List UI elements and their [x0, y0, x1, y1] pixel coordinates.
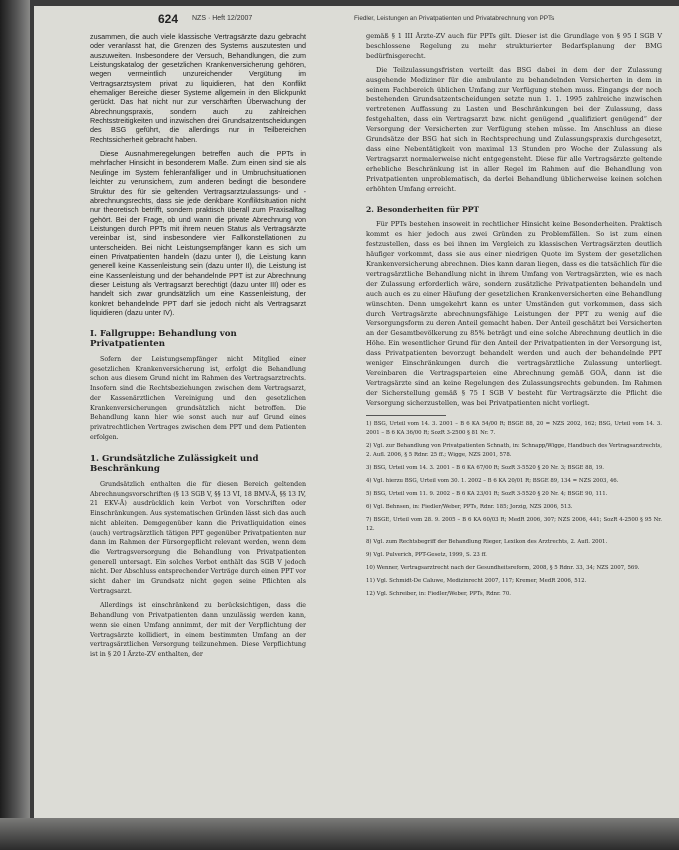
section-2-paragraph-2: Allerdings ist einschränkend zu berücksichtigen, dass die Behandlung von Privatpatienten dann unzulässig werden kann, wenn sie einen Umfang annimmt, der mit der Verpflichtung der Vertragsärzte kollidiert, in einem bestimmten Umfang an der vertragsärztlichen Versorgung teilzunehmen. Diese Verpflichtung ist in § 20 I Ärzte-ZV enthalten, der — [90, 602, 306, 658]
left-column — [90, 32, 306, 665]
footnotes — [366, 420, 662, 600]
section-heading-1: I. Fallgruppe: Behandlung von Privatpatienten — [90, 329, 237, 349]
footnote: 5) BSG, Urteil vom 11. 9. 2002 – B 6 KA 23/01 R; SozR 3-5520 § 20 Nr. 4; BSGE 90, 111. — [366, 490, 608, 497]
footnote: 4) Vgl. hierzu BSG, Urteil vom 30. 1. 2002 – B 6 KA 20/01 R; BSGE 89, 134 = NZS 2003, 46. — [366, 477, 619, 484]
footnote-divider — [366, 415, 446, 416]
footnote: 3) BSG, Urteil vom 14. 3. 2001 – B 6 KA 67/00 R; SozR 3-5520 § 20 Nr. 3; BSGE 88, 19. — [366, 464, 605, 471]
footnote: 9) Vgl. Pulverich, PPT-Gesetz, 1999, S. 23 ff. — [366, 552, 487, 559]
footnote: 6) Vgl. Behnsen, in: Fiedler/Weber, PPTs, Rdnr. 185; Jorzig, NZS 2006, 513. — [366, 503, 573, 510]
right-intro-paragraph: gemäß § 1 III Ärzte-ZV auch für PPTs gilt. Dieser ist die Grundlage von § 95 I SGB V beschlossene Regelung zu mehr strukturierter Bedarfsplanung der BMG bedürfnisgerecht. — [366, 32, 662, 60]
section-2-paragraph-1: Grundsätzlich enthalten die für diesen Bereich geltenden Abrechnungsvorschriften (§ 13 SGB V, §§ 13 VI, 18 BMV-Ä, §§ 13 IV, 21 EKV-Ä) ausdrücklich kein Verbot von Vorschriften oder Einschränkungen. Aus systematischen Gründen lässt sich das auch nicht ableiten. Demgegenüber kann die Privatliquidation eines (auch) vertragsärztlich tätigen PPT gegenüber Privatpatienten nur dann im Rahmen der Fürsorgepflicht relevant werden, wenn dem die Vertragsversorgung die Behandlung von Privatpatienten generell untersagt. Ein solches Verbot enthält das SGB V jedoch nicht. Der Abschluss entsprechender Verträge durch einen PPT vor sicht daher im Grundsatz nicht gegen seine Pflichten als Vertragsarzt. — [90, 481, 306, 595]
scan-bottom-edge — [0, 818, 679, 850]
footnote: 11) Vgl. Schmidt-De Caluwe, Medizinrecht 2007, 117; Kremer, MedR 2006, 512. — [366, 578, 587, 585]
footnote: 10) Wenner, Vertragsarztrecht nach der Gesundheitsreform, 2008, § 5 Rdnr. 33, 34; NZS 2007, 569. — [366, 565, 640, 572]
running-title: Fiedler, Leistungen an Privatpatienten und Privatabrechnung von PPTs — [354, 15, 555, 22]
right-column — [366, 32, 662, 603]
footnote: 12) Vgl. Schreiber, in: Fiedler/Weber, PPTs, Rdnr. 70. — [366, 591, 511, 598]
page-number: 624 — [158, 12, 179, 26]
subsection-heading: 2. Besonderheiten für PPT — [366, 204, 480, 214]
section-1-paragraph: Sofern der Leistungsempfänger nicht Mitglied einer gesetzlichen Krankenversicherung ist, erfolgt die Behandlung schon aus diesem Grund nicht im Rahmen des Vertragsarztrechts. Insofern sind die Rechtsbeziehungen zwischen dem Vertragsarzt, der Kassenärztlichen Vereinigung und den gesetzlichen Krankenversicherungen grundsätzlich nicht betroffen. Die Behandlung kann hier wie sonst auch nur auf Grund eines privatrechtlichen Vertrages zwischen dem PPT und dem Patienten erfolgen. — [90, 356, 306, 441]
scan-left-edge — [0, 0, 30, 850]
footnote: 7) BSGE, Urteil vom 28. 9. 2005 – B 6 KA 60/03 R; MedR 2006, 307; NZS 2006, 441; SozR 4-2500 § 95 Nr. 12. — [366, 517, 662, 533]
section-heading-2: 1. Grundsätzliche Zulässigkeit und Beschränkung — [90, 454, 259, 474]
document-page — [34, 6, 679, 818]
page-header — [34, 6, 679, 32]
footnote: 8) Vgl. zum Rechtsbegriff der Behandlung Rieger, Lexikon des Arztrechts, 2. Aufl. 2001. — [366, 539, 608, 546]
footnote: 2) Vgl. zur Behandlung von Privatpatienten Schnath, in: Schnapp/Wigge, Handbuch des Vertragsarztrechts, 2. Aufl. 2006, § 5 Rdnr. 25 ff.; Wigge, NZS 2001, 578. — [366, 442, 662, 458]
footnote: 1) BSG, Urteil vom 14. 3. 2001 – B 6 KA 54/00 R; BSGE 88, 20 = NZS 2002, 162; BSG, Urteil vom 14. 3. 2001 – B 6 KA 36/00 R; SozR 3-2500 § 81 Nr. 7. — [366, 420, 662, 436]
left-intro-paragraph-1: zusammen, die auch viele klassische Vertragsärzte dazu gebracht oder veranlasst hat, die Grenzen des Systems auszutesten und auszuweiten. Insbesondere der Versuch, Behandlungen, die zum Leistungskatalog der gesetzlichen Krankenversicherung gehören, wegen vermeintlich unzureichender Vergütung im Vertragsarztsystem privat zu liquidieren, hat den Konflikt ehemaliger Bereiche dieser Systeme allgemein in den Blickpunkt gerückt. Das hat nicht nur zur verschärften Überwachung der Abrechnungspraxis, sondern auch zu zahlreichen Rechtsstreitigkeiten und inzwischen drei Grundsatzentscheidungen des BSG geführt, die allerdings nur in Teilbereichen Rechtssicherheit gebracht haben. — [90, 32, 306, 144]
left-intro-paragraph-2: Diese Ausnahmeregelungen betreffen auch die PPTs in mehrfacher Hinsicht in besonderem Maße. Zum einen sind sie als Neulinge im System fehleranfälliger und in Umbruchsituationen leichter zu verunsichern, zum anderen bedingt die besondere Struktur des für sie geltenden Vertragsarztzulassungs- und -abrechnungsrechts, dass sie jede denkbare Konfliktsituation nicht nur theoretisch betrifft, sondern praktisch überall zum Praxisalltag gehört. Bei der Frage, ob und wann die private Abrechnung von Leistungen durch PPTs mit ihrem neuen Status als Vertragsärzte vereinbar ist, sind insbesondere vier Fallkonstellationen zu unterscheiden. Bei nicht Leistungsempfänger kann es sich um einen Privatpatienten handeln (dazu unter I), die Leistung kann generell keine Kassenleistung sein (dazu unter II), die Leistung ist eine Kassenleistung und der behandelnde PPT ist zur Abrechnung dieser Leistung als Vertragsarzt berechtigt (dazu unter III) oder es handelt sich zwar grundsätzlich um eine Kassenleistung, der konkret behandelnde PPT darf sie jedoch nicht als Vertragsarzt liquidieren (dazu unter IV). — [90, 149, 306, 317]
right-paragraph-1: Die Teilzulassungsfristen verteilt das BSG dabei in dem der der Zulassung ausgehende Mediziner für die ambulante zu behandelnden Versicherten in dem in seinem Fachbereich üblichen Umfang zur Verfügung stehen muss. Eingangs der noch bestehenden Grundsatzentscheidungen setzte nun 1. 1. 1995 zahlreiche inzwischen vertretenen Auffassung zu Lasten und Beschränkungen bei der Zulassung, dass festgehalten, dass ein Vertragsarzt bzw. nicht genügend „qualifiziert genügend“ der Versorgung der Versicherten zur Verfügung stehen müsse. Im Anschluss an diese Grundsätze der BSG hat sich in Rechtsprechung und Zulassungspraxis durchgesetzt, dass eine Nebentätigkeit von maximal 13 Stunden pro Woche der Zulassung als Vertragsarzt normalerweise nicht entgegensteht. Diese für alle Vertragsärzte geltende erhebliche Beschränkung ist in aller Regel im Rahmen auf die Behandlung von Privatpatienten unproblematisch, da derlei Behandlung üblicherweise keinen solchen erhöhten Umfang erreicht. — [366, 65, 662, 193]
journal-reference: NZS · Heft 12/2007 — [192, 15, 253, 22]
right-paragraph-2: Für PPTs bestehen insoweit in rechtlicher Hinsicht keine Besonderheiten. Praktisch kommt es hier jedoch aus zwei Gründen zu Problemfällen. So ist zum einen festzustellen, dass es bei ihnen im Vergleich zu klassischen Vertragsärzten deutlich häufiger vorkommt, dass sie aus einer niedrigen Quote im System der gesetzlichen Krankenversicherung abrechnen. Dies kann daran liegen, dass es die tatsächlich für die vertragsärztliche Behandlung nicht in ihrem Umfang von Vertragsärzten, wie es nach der Zulassung erforderlich wäre, sondern zusätzliche Privatpatienten behandeln und auch auch es zu einer Häufung der gesetzlichen Krankenversicherten eine Behandlung wünschten. Denn umgekehrt kann es unter Umständen gut vorkommen, dass sich durch Vertragsärzte abrechnungsfähige Leistungen der PPT zu wenig auf die Versorgungsform zu deren Anteil gemacht haben. Der Anteil geschätzt bei Versicherten an der Gesamtbevölkerung zu 85% beträgt und eine solche Abrechnung deutlich in die Höhe. Ein wesentlicher Grund für den Anteil der Privatpatienten in der Versorgung ist, dass Privatpatienten bevorzugt behandelt werden und auch der behandelnde PPT weniger Einschränkungen durch die vertragsärztliche Zulassung unterliegt. Vereinbaren die Vertragsparteien eine Abrechnung gemäß GOÄ, dann ist die Vertragsärzte sind an keine Regelungen des Zulassungsrechts gebunden. Im Rahmen der Sicherstellung gemäß § 75 I SGB V besteht für Vertragsärzte die Pflicht die Versorgung sicherzustellen, was bei Privatpatienten nicht vorliegt. — [366, 220, 662, 407]
